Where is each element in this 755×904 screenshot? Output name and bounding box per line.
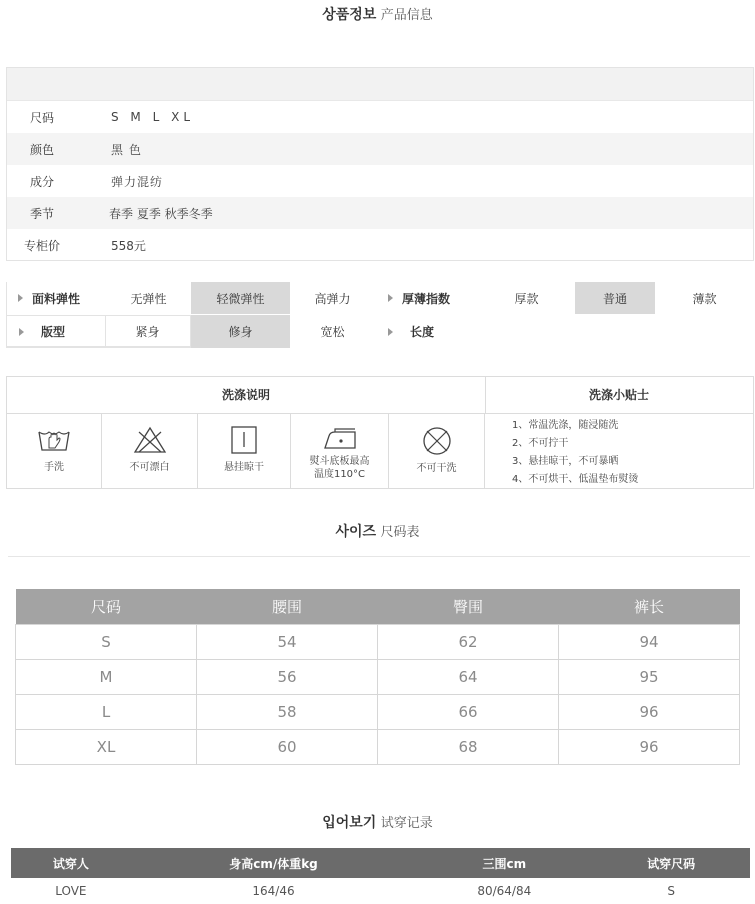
table-cell: L	[16, 695, 197, 730]
wash-item-no-dry-clean	[389, 413, 485, 488]
product-info-header	[7, 68, 753, 101]
info-row-size	[7, 101, 753, 133]
tip-item: 3、悬挂晾干，不可暴晒	[512, 456, 619, 467]
table-cell: 95	[559, 660, 740, 695]
wash-tips-title: 洗涤小贴士	[485, 377, 753, 414]
table-cell: S	[667, 884, 675, 898]
attr-option-loose: 宽松	[320, 325, 345, 339]
table-row	[16, 625, 740, 660]
info-label: 季节	[29, 206, 54, 221]
column-header: 尺码	[16, 589, 197, 625]
info-label: 颜色	[29, 142, 54, 157]
attr-label-thickness: 厚薄指数	[378, 282, 478, 314]
wash-title: 洗涤说明	[7, 377, 486, 414]
triangle-icon	[388, 328, 393, 336]
info-row-material	[7, 165, 753, 197]
table-cell: 66	[378, 695, 559, 730]
info-label: 尺码	[29, 110, 54, 125]
info-row-season	[7, 197, 753, 229]
attr-label-fit: 版型	[6, 315, 106, 348]
column-header: 三围cm	[416, 848, 592, 878]
table-cell: LOVE	[55, 884, 87, 898]
no-bleach-icon	[133, 426, 167, 454]
wash-label: 手洗	[44, 462, 64, 473]
attr-label-fabric-elasticity: 面料弹性	[6, 282, 106, 314]
table-row	[16, 730, 740, 765]
table-cell: 80/64/84	[477, 884, 532, 898]
attr-label-length: 长度	[378, 315, 478, 348]
table-row	[16, 695, 740, 730]
wash-tips-list	[512, 417, 638, 489]
table-cell: M	[16, 660, 197, 695]
wash-item-iron	[291, 413, 389, 488]
attr-option-no-elasticity: 无弹性	[130, 291, 167, 306]
table-cell: XL	[16, 730, 197, 765]
no-dry-clean-icon	[421, 426, 453, 456]
attr-option-normal: 普通	[575, 282, 655, 314]
table-cell: 58	[197, 695, 378, 730]
info-value: 558元	[111, 238, 146, 253]
info-value: S M L XL	[111, 110, 195, 124]
hang-dry-icon	[229, 426, 259, 454]
info-label: 专柜价	[23, 238, 60, 253]
column-header: 臀围	[378, 589, 559, 625]
triangle-icon	[19, 328, 24, 336]
size-chart-table	[15, 589, 740, 765]
table-cell: 164/46	[252, 884, 295, 898]
column-header: 裤长	[559, 589, 740, 625]
info-row-price	[7, 229, 753, 261]
wash-label: 悬挂晾干	[224, 462, 264, 473]
attr-option-high-elasticity: 高弹力	[314, 291, 351, 306]
wash-label: 温度110°C	[313, 469, 366, 480]
attr-option-slim: 修身	[191, 315, 290, 348]
column-header: 腰围	[197, 589, 378, 625]
info-value: 春季 夏季 秋季冬季	[109, 206, 213, 221]
tip-item: 1、常温洗涤，随浸随洗	[512, 420, 619, 431]
table-cell: 64	[378, 660, 559, 695]
wash-instructions-panel	[6, 376, 754, 489]
size-header-row	[16, 589, 740, 625]
product-info-table	[6, 67, 754, 261]
size-chart-title: 사이즈 尺码表	[335, 524, 420, 540]
attr-option-tight: 紧身	[105, 315, 191, 348]
triangle-icon	[18, 294, 23, 302]
table-cell: 60	[197, 730, 378, 765]
info-label: 成分	[29, 174, 54, 189]
wash-item-no-bleach	[102, 413, 198, 488]
wash-item-hand-wash	[7, 413, 102, 488]
table-cell: 68	[378, 730, 559, 765]
table-row	[11, 878, 750, 904]
iron-icon	[321, 426, 359, 452]
triangle-icon	[388, 294, 393, 302]
table-cell: 54	[197, 625, 378, 660]
hand-wash-icon	[37, 426, 71, 454]
attr-option-thick: 厚款	[514, 291, 539, 306]
column-header: 试穿尺码	[592, 848, 750, 878]
table-cell: 56	[197, 660, 378, 695]
wash-item-hang-dry	[198, 413, 291, 488]
attr-option-slight-elasticity: 轻微弹性	[191, 282, 290, 314]
tip-item: 2、不可拧干	[512, 438, 569, 449]
table-row	[16, 660, 740, 695]
table-cell: 96	[559, 695, 740, 730]
table-cell: 62	[378, 625, 559, 660]
try-on-title: 입어보기 试穿记录	[322, 815, 433, 831]
wash-label: 不可干洗	[416, 463, 457, 474]
column-header: 试穿人	[11, 848, 131, 878]
table-cell: 96	[559, 730, 740, 765]
product-info-title: 상품정보 产品信息	[322, 7, 433, 23]
info-value: 黑 色	[111, 142, 142, 157]
tip-item: 4、不可烘干、低温垫布熨烫	[512, 474, 639, 485]
info-value: 弹力混纺	[111, 174, 164, 189]
try-on-header-row	[11, 848, 750, 878]
column-header: 身高cm/体重kg	[131, 848, 416, 878]
table-cell: S	[16, 625, 197, 660]
divider	[8, 556, 750, 557]
table-cell: 94	[559, 625, 740, 660]
wash-label: 不可漂白	[129, 462, 170, 473]
attr-option-thin: 薄款	[692, 291, 717, 306]
info-row-color	[7, 133, 753, 165]
wash-label: 熨斗底板最高	[309, 456, 370, 467]
